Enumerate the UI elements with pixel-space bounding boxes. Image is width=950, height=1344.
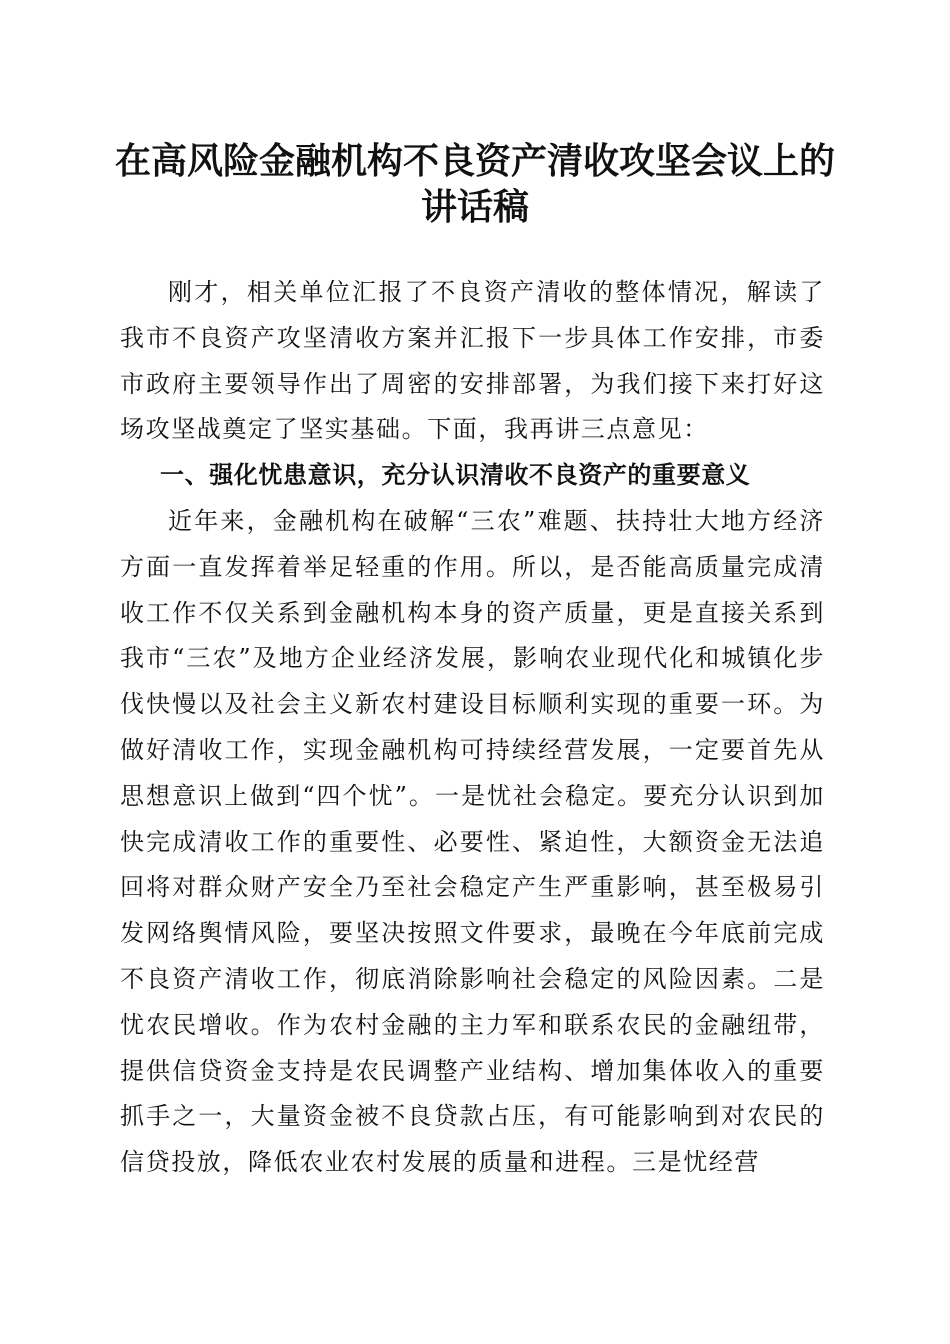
section-1-paragraph: 近年来，金融机构在破解“三农”难题、扶持壮大地方经济方面一直发挥着举足轻重的作用。所以，是否能高质量完成清收工作不仅关系到金融机构本身的资产质量，更是直接关系到我市“三农”及地方企业经济发展，影响农业现代化和城镇化步伐快慢以及社会主义新农村建设目标顺利实现的重要一环。为做好清收工作，实现金融机构可持续经营发展，一定要首先从思想意识上做到“四个忧”。一是忧社会稳定。要充分认识到加快完成清收工作的重要性、必要性、紧迫性，大额资金无法追回将对群众财产安全乃至社会稳定产生严重影响，甚至极易引发网络舆情风险，要坚决按照文件要求，最晚在今年底前完成不良资产清收工作，彻底消除影响社会稳定的风险因素。二是忧农民增收。作为农村金融的主力军和联系农民的金融纽带，提供信贷资金支持是农民调整产业结构、增加集体收入的重要抓手之一，大量资金被不良贷款占压，有可能影响到对农民的信贷投放，降低农业农村发展的质量和进程。三是忧经营 [120,506,825,1177]
document-title-line-2: 讲话稿 [420,186,529,228]
section-heading-1: 一、强化忧患意识，充分认识清收不良资产的重要意义 [160,461,751,490]
document-body [120,270,825,1186]
intro-paragraph: 刚才，相关单位汇报了不良资产清收的整体情况，解读了我市不良资产攻坚清收方案并汇报下一步具体工作安排，市委市政府主要领导作出了周密的安排部署，为我们接下来打好这场攻坚战奠定了坚实基础。下面，我再讲三点意见： [120,278,825,444]
document-title-line-1: 在高风险金融机构不良资产清收攻坚会议上的 [114,140,835,182]
